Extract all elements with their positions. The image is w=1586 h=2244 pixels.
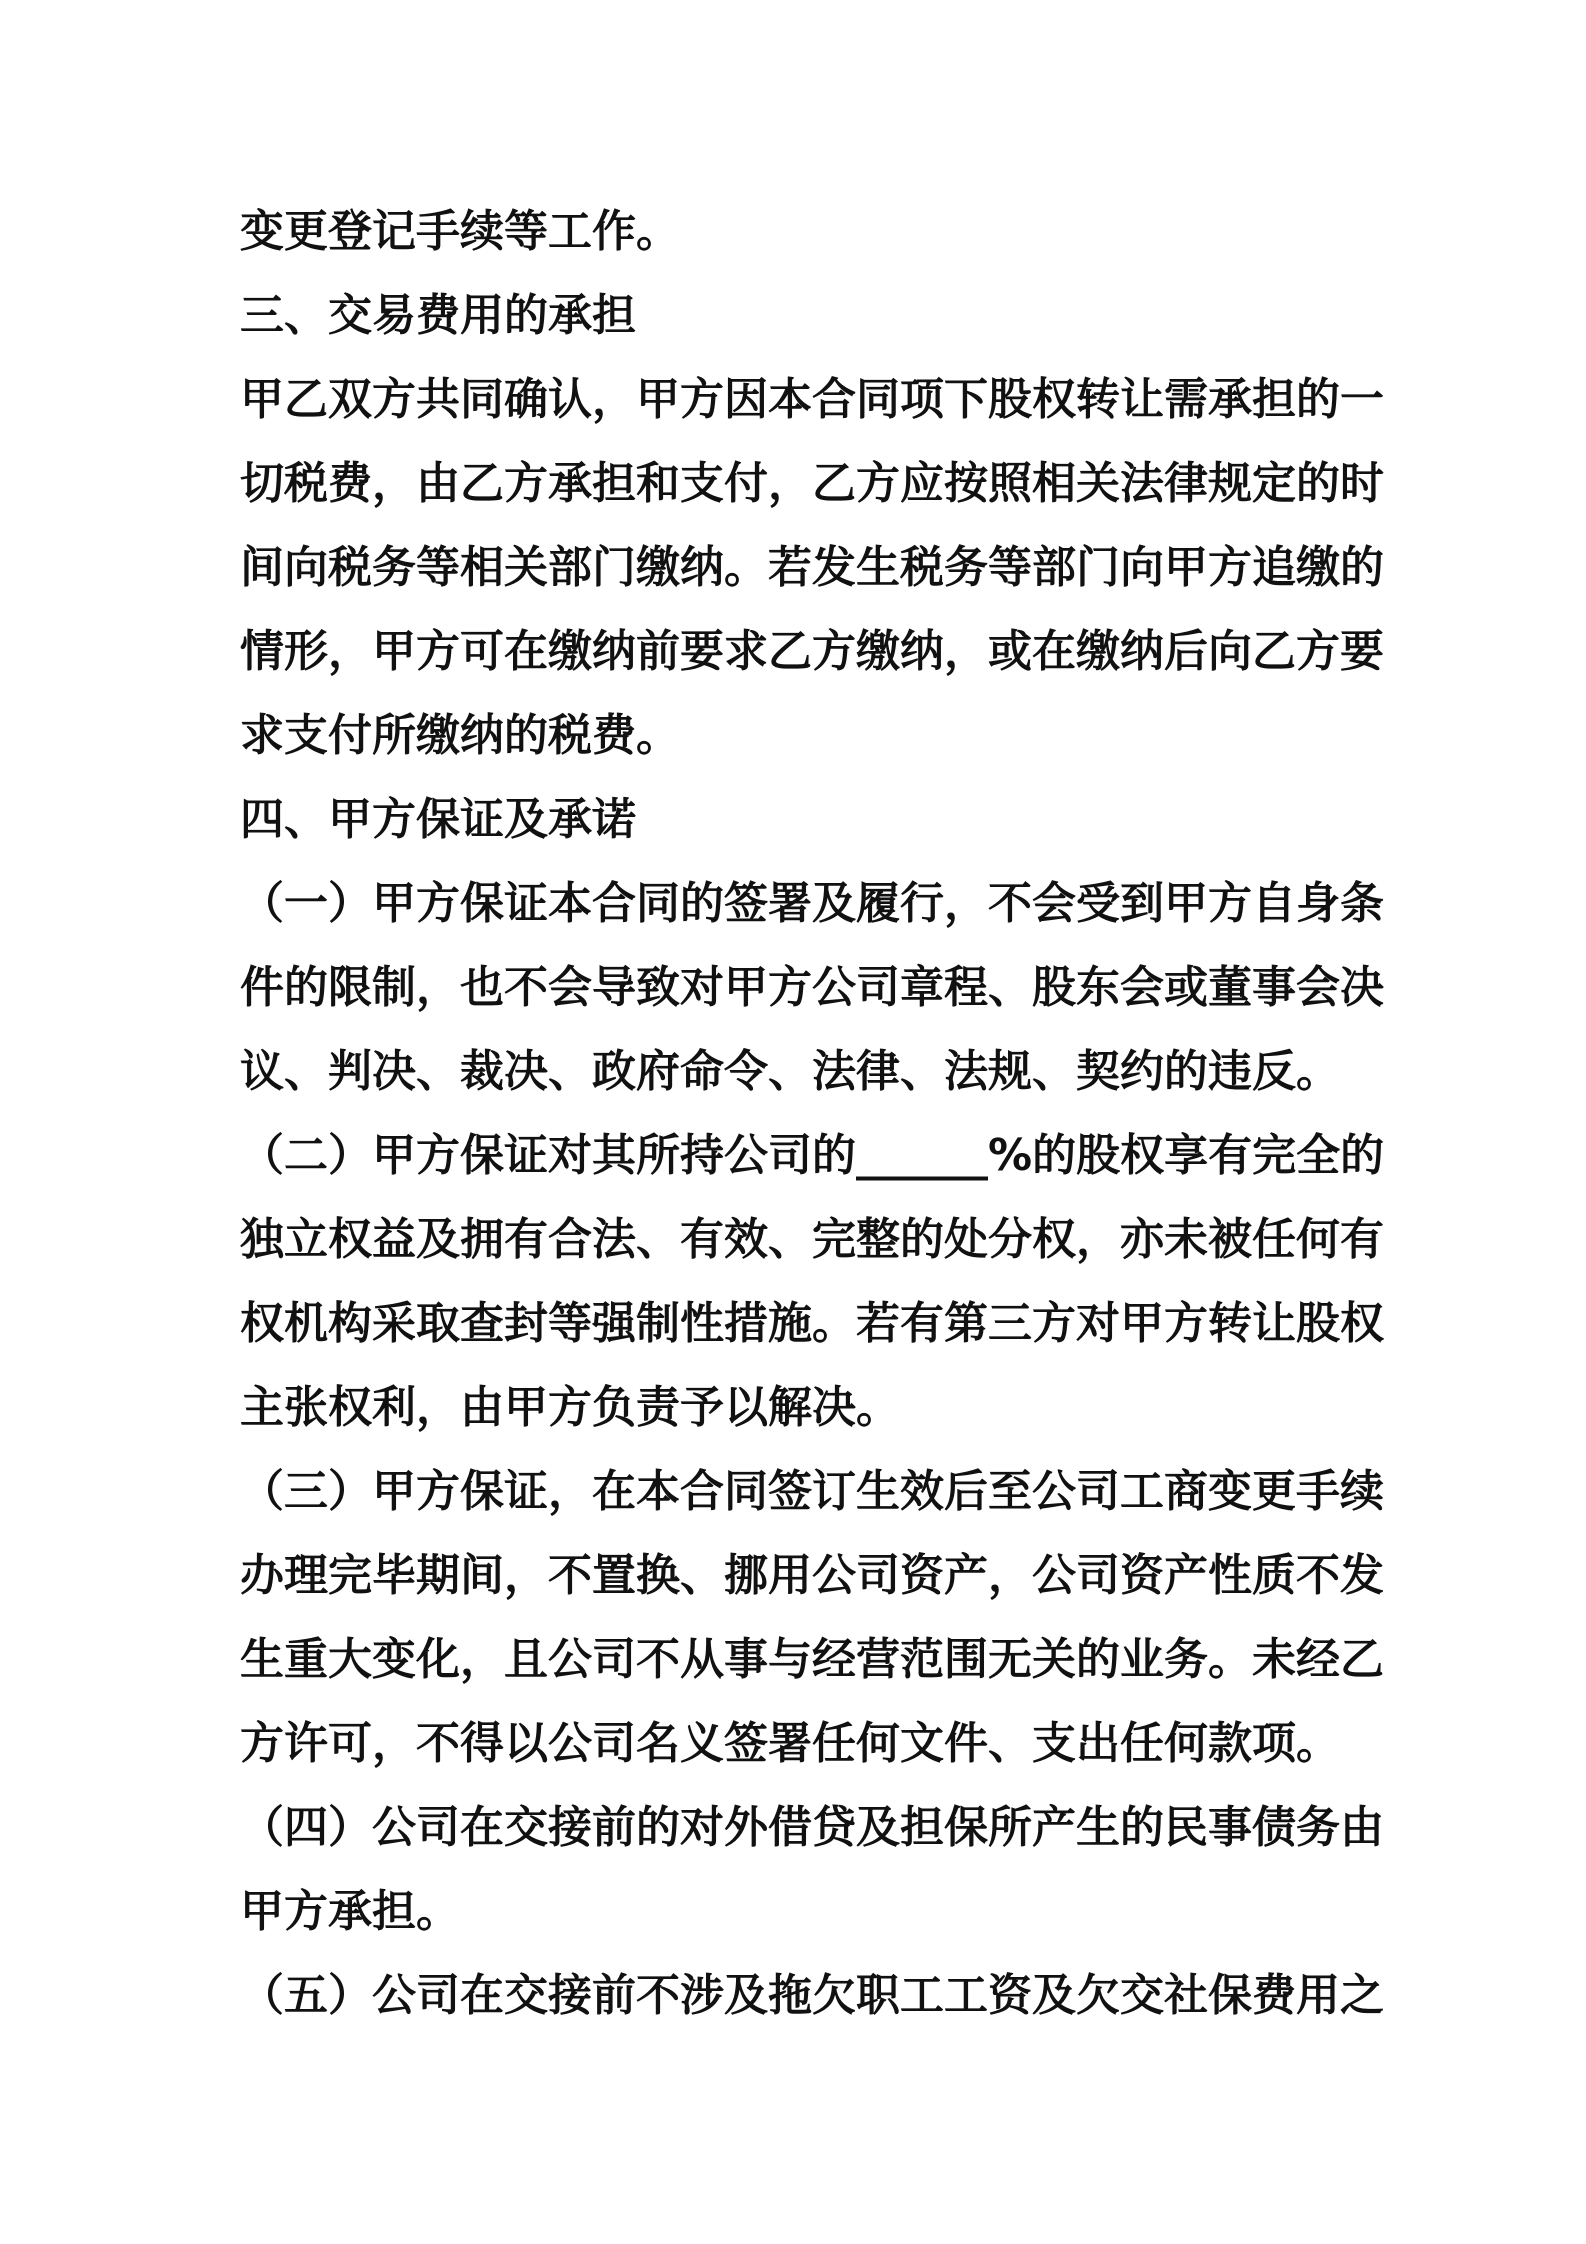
text-line: 独立权益及拥有合法、有效、完整的处分权，亦未被任何有 (240, 1214, 1384, 1265)
clause-2-line: （二）甲方保证对其所持公司的______%的股权享有完全的 (240, 1130, 1385, 1181)
text-line: 件的限制，也不会导致对甲方公司章程、股东会或董事会决 (240, 962, 1384, 1013)
text-line: 变更登记手续等工作。 (240, 206, 680, 257)
text-line: 切税费，由乙方承担和支付，乙方应按照相关法律规定的时 (240, 458, 1384, 509)
text-line: 方许可，不得以公司名义签署任何文件、支出任何款项。 (240, 1718, 1340, 1769)
text-line: 情形，甲方可在缴纳前要求乙方缴纳，或在缴纳后向乙方要 (240, 626, 1384, 677)
text-line: 甲方承担。 (240, 1886, 460, 1937)
clause-1-line: （一）甲方保证本合同的签署及履行，不会受到甲方自身条 (240, 878, 1384, 929)
document-body (240, 190, 1385, 2038)
text-line: 甲乙双方共同确认，甲方因本合同项下股权转让需承担的一 (240, 374, 1384, 425)
text-line: 生重大变化，且公司不从事与经营范围无关的业务。未经乙 (240, 1634, 1384, 1685)
clause-4-line: （四）公司在交接前的对外借贷及担保所产生的民事债务由 (240, 1802, 1384, 1853)
text-line: 间向税务等相关部门缴纳。若发生税务等部门向甲方追缴的 (240, 542, 1384, 593)
section-heading-4: 四、甲方保证及承诺 (240, 794, 636, 845)
text-line: 议、判决、裁决、政府命令、法律、法规、契约的违反。 (240, 1046, 1340, 1097)
text-line: 主张权利，由甲方负责予以解决。 (240, 1382, 900, 1433)
clause-5-line: （五）公司在交接前不涉及拖欠职工工资及欠交社保费用之 (240, 1970, 1384, 2021)
text-line: 办理完毕期间，不置换、挪用公司资产，公司资产性质不发 (240, 1550, 1384, 1601)
section-heading-3: 三、交易费用的承担 (240, 290, 636, 341)
text-line: 权机构采取查封等强制性措施。若有第三方对甲方转让股权 (240, 1298, 1384, 1349)
text-line: 求支付所缴纳的税费。 (240, 710, 680, 761)
clause-3-line: （三）甲方保证，在本合同签订生效后至公司工商变更手续 (240, 1466, 1384, 1517)
